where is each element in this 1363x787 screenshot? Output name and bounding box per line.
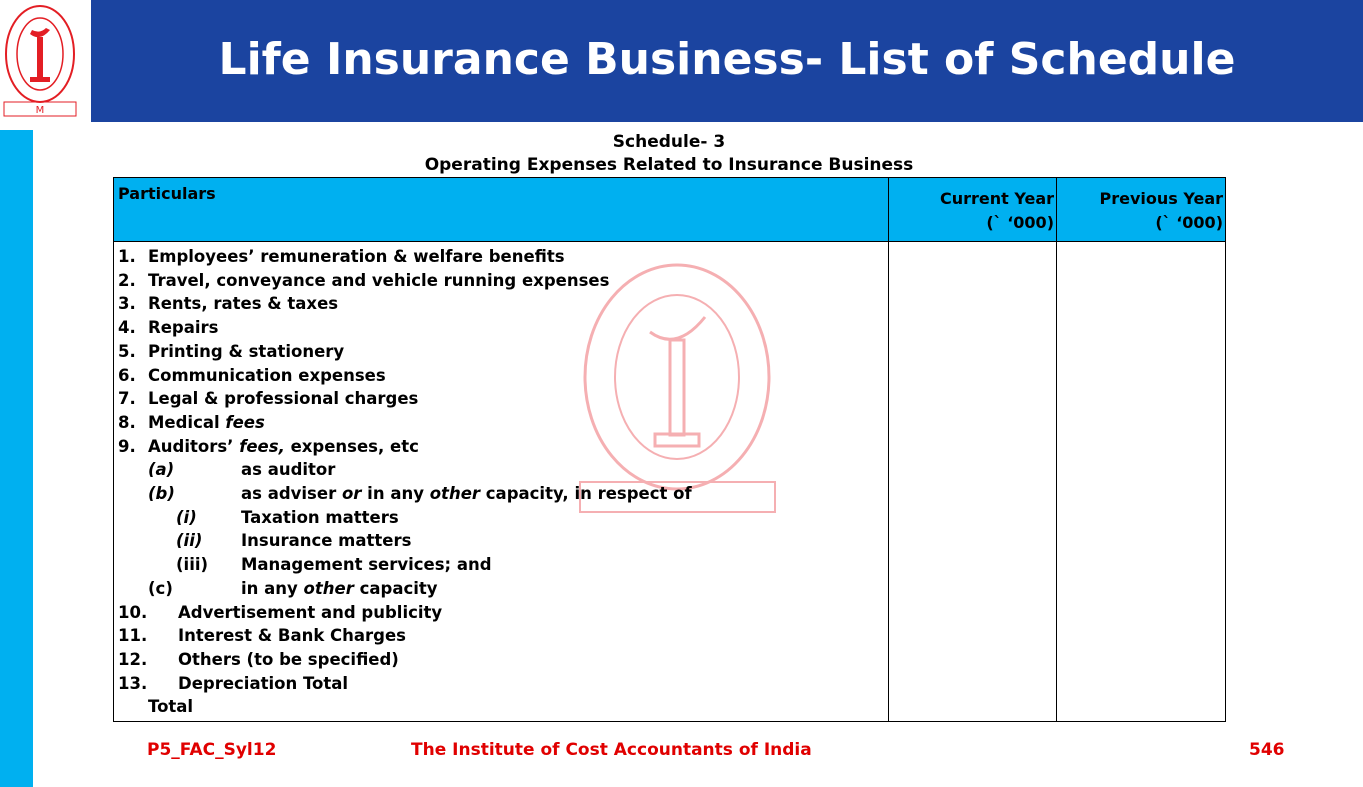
row-number: 10. <box>118 602 148 622</box>
row-number: 7. <box>118 389 136 409</box>
row-text-segment: as adviser <box>241 484 342 503</box>
footer-institute: The Institute of Cost Accountants of India <box>411 740 812 760</box>
row-number: 3. <box>118 294 136 314</box>
svg-text:M: M <box>35 105 45 116</box>
footer-course-code: P5_FAC_Syl12 <box>147 740 277 760</box>
row-text-segment: fees <box>225 412 265 432</box>
row-particular <box>148 413 265 432</box>
row-text-segment: expenses, etc <box>284 436 419 456</box>
row-number: (c) <box>148 578 173 598</box>
row-text-segment: Management services; and <box>241 555 492 575</box>
row-particular <box>178 603 442 622</box>
row-number: 12. <box>118 649 148 669</box>
row-particular <box>148 389 418 408</box>
row-particular <box>241 579 438 598</box>
row-number: (i) <box>176 507 197 527</box>
row-number: 5. <box>118 341 136 361</box>
row-number: (a) <box>148 460 175 480</box>
row-number: (ii) <box>176 531 203 551</box>
row-particular <box>148 294 338 313</box>
row-particular <box>148 271 609 290</box>
row-particular <box>148 247 565 266</box>
column-divider <box>1056 178 1057 721</box>
row-text-segment: Insurance matters <box>241 531 412 551</box>
row-number: 1. <box>118 247 136 266</box>
row-particular <box>178 650 399 669</box>
row-number: (iii) <box>176 555 209 575</box>
side-accent-bar <box>0 130 33 787</box>
row-text-segment: Travel, conveyance and vehicle running expenses <box>148 270 610 290</box>
row-text-segment: in any <box>241 578 304 598</box>
row-text-segment: Others (to be specified) <box>178 649 399 669</box>
row-text-segment: Taxation matters <box>241 507 399 527</box>
row-particular <box>241 531 411 550</box>
col-header-current-year: Current Year (` ‘000) <box>889 178 1057 242</box>
row-text-segment: other <box>429 484 481 503</box>
row-text-segment: capacity, in respect of <box>480 484 692 503</box>
row-text-segment: Medical <box>148 412 226 432</box>
row-text-segment: Legal & professional charges <box>148 389 419 409</box>
row-text-segment: Advertisement and publicity <box>178 602 443 622</box>
row-text-segment: Depreciation Total <box>178 673 349 693</box>
row-number: 6. <box>118 365 136 385</box>
slide-title: Life Insurance Business- List of Schedule <box>218 34 1236 85</box>
col-header-particulars: Particulars <box>114 178 889 242</box>
row-text-segment: other <box>303 578 354 598</box>
row-particular <box>241 484 692 503</box>
row-number: 11. <box>118 626 148 646</box>
col-header-previous-year: Previous Year (` ‘000) <box>1057 178 1225 242</box>
page-number: 546 <box>1249 740 1285 760</box>
column-divider <box>888 178 889 721</box>
row-number: 9. <box>118 436 136 456</box>
row-particular <box>148 366 386 385</box>
row-particular <box>241 555 492 574</box>
row-text-segment: Total <box>148 697 194 717</box>
row-text-segment: Rents, rates & taxes <box>148 294 339 314</box>
row-number: 2. <box>118 270 136 290</box>
row-particular <box>148 318 218 337</box>
row-number: 4. <box>118 318 136 338</box>
row-particular <box>148 342 344 361</box>
row-text-segment: fees, <box>239 436 285 456</box>
row-text-segment: Repairs <box>148 318 219 338</box>
row-text-segment: capacity <box>353 578 438 598</box>
row-text-segment: Communication expenses <box>148 365 386 385</box>
row-text-segment: Employees’ remuneration & welfare benefits <box>148 247 565 266</box>
row-text-segment: in any <box>361 484 430 503</box>
row-text-segment: as auditor <box>241 460 336 480</box>
row-number: 8. <box>118 412 136 432</box>
row-text-segment: or <box>341 484 362 503</box>
operating-expenses-table <box>113 177 1226 722</box>
row-particular <box>241 508 399 527</box>
row-particular <box>178 626 406 645</box>
row-text-segment: Auditors’ <box>148 436 240 456</box>
row-particular <box>241 460 335 479</box>
row-text-segment: Interest & Bank Charges <box>178 626 407 646</box>
institute-logo <box>2 2 78 124</box>
row-number: 13. <box>118 673 148 693</box>
row-text-segment: Printing & stationery <box>148 341 345 361</box>
schedule-title: Operating Expenses Related to Insurance Business <box>424 155 914 175</box>
row-number: (b) <box>148 484 175 503</box>
row-particular <box>148 437 419 456</box>
row-particular <box>148 697 193 716</box>
schedule-number: Schedule- 3 <box>612 132 726 152</box>
row-particular <box>178 674 348 693</box>
